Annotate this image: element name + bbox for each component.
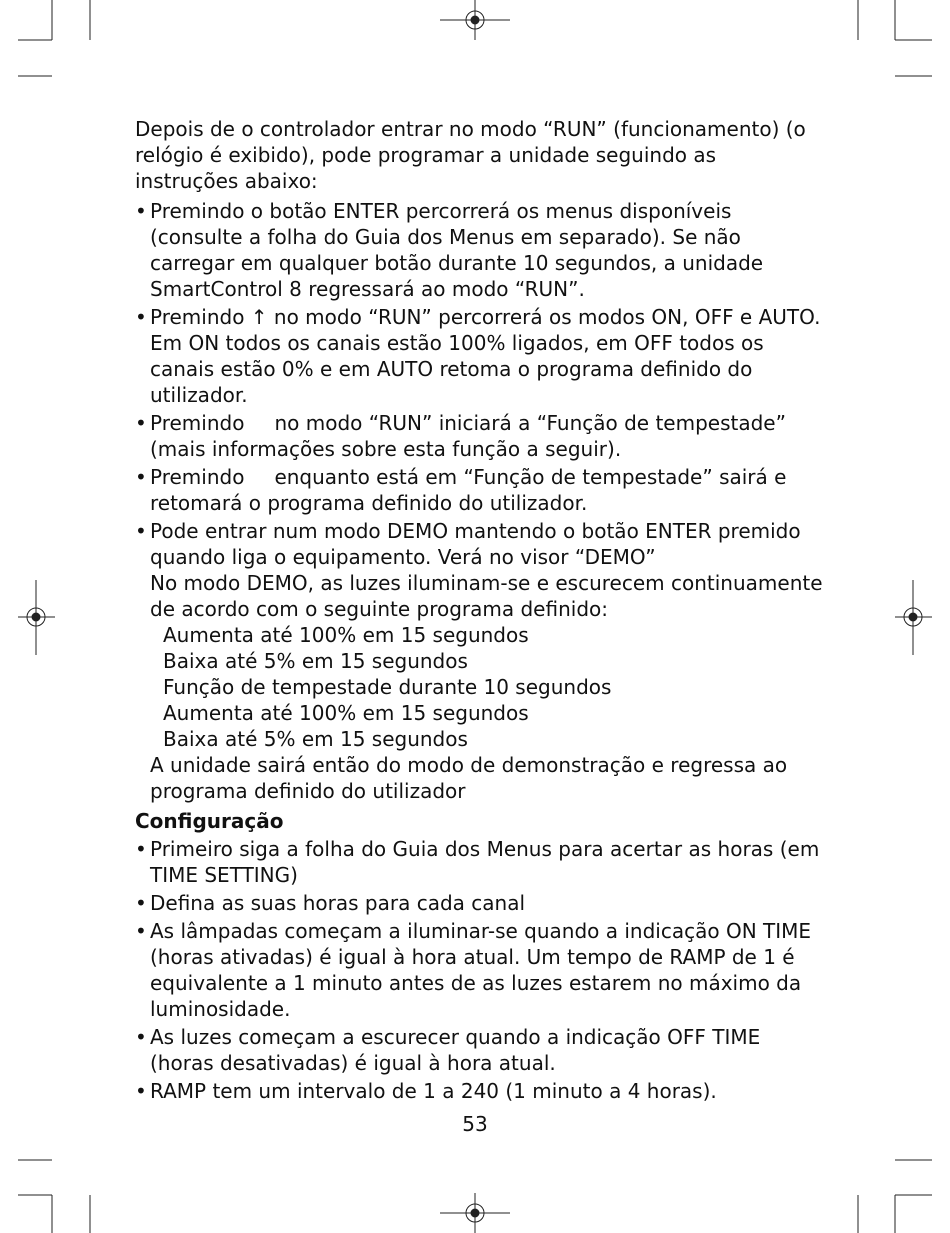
page-content <box>135 116 825 1106</box>
demo-step: Baixa até 5% em 15 segundos <box>163 727 468 751</box>
demo-step: Função de tempestade durante 10 segundos <box>163 675 612 699</box>
registration-target-top <box>440 0 510 40</box>
section-heading: Configuração <box>135 809 284 833</box>
demo-lead: Pode entrar num modo DEMO mantendo o botão ENTER premido quando liga o equipamento. Verá no visor “DEMO” <box>150 519 801 569</box>
list-item: • Primeiro siga a folha do Guia dos Menus para acertar as horas (em TIME SETTING) <box>135 837 820 887</box>
list-item: • Premindo o botão ENTER percorrerá os menus disponíveis (consulte a folha do Guia dos Menus em separado). Se não carregar em qualquer botão durante 10 segundos, a unidade SmartControl 8 regressará ao modo “RUN”. <box>135 199 764 301</box>
registration-target-bottom <box>440 1193 510 1233</box>
list-item: • As luzes começam a escurecer quando a indicação OFF TIME (horas desativadas) é igual à hora atual. <box>135 1025 761 1075</box>
list-item: • Premindo no modo “RUN” iniciará a “Função de tempestade” (mais informações sobre esta função a seguir). <box>135 411 786 461</box>
config-list <box>135 836 825 1104</box>
list-item: • Premindo enquanto está em “Função de tempestade” sairá e retomará o programa definido do utilizador. <box>135 465 787 515</box>
demo-paragraph: No modo DEMO, as luzes iluminam-se e escurecem continuamente de acordo com o seguinte programa definido: <box>150 571 823 621</box>
list-item: • Premindo ↑ no modo “RUN” percorrerá os modos ON, OFF e AUTO. Em ON todos os canais estão 100% ligados, em OFF todos os canais estão 0% e em AUTO retoma o programa definido do utilizador. <box>135 305 821 407</box>
page-number: 53 <box>462 1112 488 1136</box>
registration-target-left <box>18 580 55 655</box>
list-item: • Defina as suas horas para cada canal <box>135 891 526 915</box>
demo-step: Baixa até 5% em 15 segundos <box>163 649 468 673</box>
demo-step: Aumenta até 100% em 15 segundos <box>163 701 529 725</box>
demo-closing: A unidade sairá então do modo de demonstração e regressa ao programa definido do utilizador <box>150 753 788 803</box>
demo-step: Aumenta até 100% em 15 segundos <box>163 623 529 647</box>
run-mode-list <box>135 198 825 804</box>
list-item-demo: • Pode entrar num modo DEMO mantendo o botão ENTER premido quando liga o equipamento. Verá no visor “DEMO” No modo DEMO, as luzes iluminam-se e escurecem continuamente de acordo com o seguinte programa definido: Aumenta até 100% em 15 segundos Baixa até 5% em 15 segundos Função de tempestade durante 10 segundos Aumenta até 100% em 15 segundos Baixa até 5% em 15 segundos A unidade sairá então do modo de demonstração e regressa ao programa definido do utilizador <box>135 518 825 804</box>
list-item: • RAMP tem um intervalo de 1 a 240 (1 minuto a 4 horas). <box>135 1079 717 1103</box>
registration-target-right <box>895 580 932 655</box>
list-item: • As lâmpadas começam a iluminar-se quando a indicação ON TIME (horas ativadas) é igual à hora atual. Um tempo de RAMP de 1 é equivalente a 1 minuto antes de as luzes estarem no máximo da luminosidade. <box>135 919 812 1021</box>
intro-paragraph: Depois de o controlador entrar no modo “RUN” (funcionamento) (o relógio é exibido), pode programar a unidade seguindo as instruções abaixo: <box>135 117 806 193</box>
